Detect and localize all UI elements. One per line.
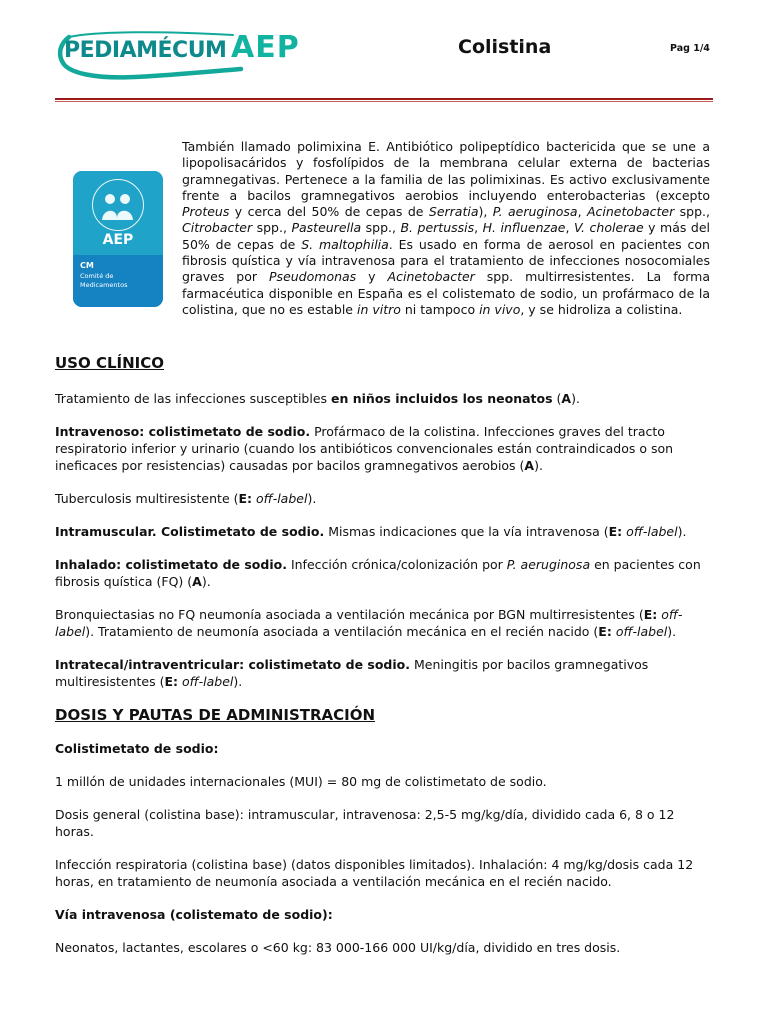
text-run: Proteus	[182, 204, 230, 220]
text-run: Inhalado: colistimetato de sodio.	[55, 557, 287, 572]
text-run: A	[192, 574, 202, 589]
body-paragraph: Intratecal/intraventricular: colistimetato de sodio. Meningitis por bacilos gramnegativos multiresistentes (E: off-label).	[55, 657, 649, 689]
text-run: off-label	[256, 491, 308, 506]
text-run: in vivo	[479, 301, 521, 317]
body-paragraph	[55, 906, 713, 923]
text-run: off-label	[615, 624, 668, 639]
body-paragraph: Tuberculosis multiresistente (E: off-label).	[55, 491, 317, 506]
text-run: off-label	[182, 674, 234, 689]
document-body	[55, 354, 713, 956]
text-run: Intravenoso: colistimetato de sodio.	[55, 424, 311, 439]
text-run: off-label	[626, 524, 678, 539]
children-emblem-icon	[93, 180, 142, 229]
body-paragraph: Neonatos, lactantes, escolares o <60 kg: 83 000-166 000 UI/kg/día, dividido en tres dosis.	[55, 940, 621, 955]
badge-subtitle: Comité de Medicamentos	[80, 272, 128, 289]
section-heading: USO CLÍNICO	[55, 354, 164, 372]
text-run: E:	[608, 524, 623, 539]
text-run: Acinetobacter	[586, 204, 675, 220]
body-paragraph: Dosis general (colistina base): intramuscular, intravenosa: 2,5-5 mg/kg/día, dividido cada 6, 8 o 12 horas.	[55, 807, 675, 839]
text-run: A	[561, 391, 572, 406]
logo-brand: AEP	[231, 30, 300, 65]
text-run: Vía intravenosa (colistemato de sodio):	[55, 907, 333, 922]
document-title: Colistina	[458, 36, 552, 58]
text-run: off-label	[55, 607, 683, 639]
text-run: Pseudomonas	[269, 269, 357, 285]
text-run: Intratecal/intraventricular: colistimetato de sodio.	[55, 657, 410, 672]
text-run: E:	[643, 607, 658, 622]
text-run: Citrobacter	[182, 220, 253, 236]
text-run: Acinetobacter	[387, 269, 475, 285]
header-divider-thin	[55, 101, 713, 102]
body-paragraph: Intramuscular. Colistimetato de sodio. Mismas indicaciones que la vía intravenosa (E: off-label).	[55, 524, 687, 539]
text-run: E:	[598, 624, 612, 639]
committee-badge	[73, 171, 163, 307]
text-run: Colistimetato de sodio:	[55, 741, 219, 756]
pediamecum-logo	[55, 29, 305, 81]
body-paragraph: 1 millón de unidades internacionales (MUI) = 80 mg de colistimetato de sodio.	[55, 774, 547, 789]
text-run: S. maltophilia	[301, 236, 389, 252]
body-paragraph: Infección respiratoria (colistina base) (datos disponibles limitados). Inhalación: 4 mg/kg/dosis cada 12 horas, en tratamiento de neumonía asociada a ventilación mecánica en el recién nacido.	[55, 857, 694, 889]
body-paragraph: Intravenoso: colistimetato de sodio. Profármaco de la colistina. Infecciones graves del tracto respiratorio inferior y urinario (cuando los antibióticos convencionales están contraindicados o son ineficaces por resistencias) causadas por bacilos gramnegativos aerobios (A).	[55, 424, 674, 473]
body-paragraph	[55, 740, 713, 757]
text-run: E:	[238, 491, 253, 506]
seal-icon	[92, 179, 144, 231]
text-run: P. aeruginosa	[492, 204, 578, 220]
text-run: H. influenzae	[482, 220, 566, 236]
text-run: en niños incluidos los neonatos	[331, 391, 553, 406]
body-paragraph: Bronquiectasias no FQ neumonía asociada a ventilación mecánica por BGN multirresistentes (E: off-label). Tratamiento de neumonía asociada a ventilación mecánica en el recién nacido (E: off-label).	[55, 607, 683, 639]
text-run: Intramuscular. Colistimetato de sodio.	[55, 524, 325, 539]
body-paragraph: Tratamiento de las infecciones susceptibles en niños incluidos los neonatos (A).	[55, 391, 580, 406]
section-heading: DOSIS Y PAUTAS DE ADMINISTRACIÓN	[55, 706, 376, 724]
page-header	[55, 26, 713, 86]
header-divider	[55, 98, 713, 100]
text-run: E:	[164, 674, 179, 689]
text-run: Pasteurella	[291, 220, 362, 236]
text-run: Serratia	[428, 204, 479, 220]
badge-cm: CM	[80, 261, 94, 270]
text-run: in vitro	[356, 301, 401, 317]
logo-text: PEDIAMÉCUM	[64, 38, 227, 63]
text-run: B. pertussis	[400, 220, 475, 236]
page-number: Pag 1/4	[670, 43, 710, 54]
text-run: A	[524, 458, 535, 473]
badge-brand: AEP	[102, 232, 134, 248]
text-run: V. cholerae	[573, 220, 644, 236]
text-run: P. aeruginosa	[506, 557, 591, 572]
body-paragraph: Inhalado: colistimetato de sodio. Infección crónica/colonización por P. aeruginosa en pacientes con fibrosis quística (FQ) (A).	[55, 557, 701, 589]
intro-paragraph: También llamado polimixina E. Antibiótico polipeptídico bactericida que se une a lipopolisacáridos y fosfolípidos de la membrana celular externa de bacterias gramnegativas. Pertenece a la familia de las polimixinas. Es activo exclusivamente frente a bacilos gramnegativos aerobios incluyendo enterobacterias (excepto Proteus y cerca del 50% de cepas de Serratia), P. aeruginosa, Acinetobacter spp., Citrobacter spp., Pasteurella spp., B. pertussis, H. influenzae, V. cholerae y más del 50% de cepas de S. maltophilia. Es usado en forma de aerosol en pacientes con fibrosis quística y vía intravenosa para el tratamiento de infecciones nosocomiales graves por Pseudomonas y Acinetobacter spp. multirresistentes. La forma farmacéutica disponible en España es el colistemato de sodio, un profármaco de la colistina, que no es estable in vitro ni tampoco in vivo, y se hidroliza a colistina.	[182, 139, 711, 317]
